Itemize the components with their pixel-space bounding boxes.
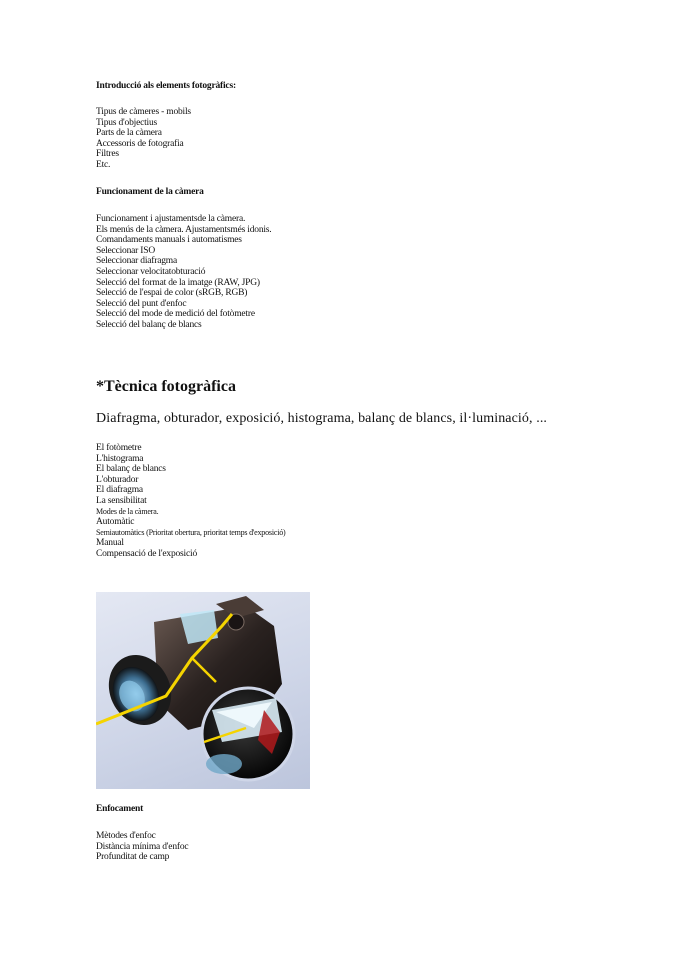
list-item: Els menús de la càmera. Ajustamentsmés idonis. [96, 224, 272, 235]
list-item: Semiautomàtics (Prioritat obertura, prioritat temps d'exposició) [96, 527, 286, 537]
list-item: Modes de la càmera. [96, 506, 159, 516]
list-item: El diafragma [96, 485, 143, 496]
list-item: Profunditat de camp [96, 852, 170, 863]
list-item: El fotòmetre [96, 443, 142, 453]
list-item: Comandaments manuals i automatismes [96, 235, 242, 246]
section-subtitle: Diafragma, obturador, exposició, histograma, balanç de blancs, il·luminació, ... [96, 411, 548, 426]
section-intro [96, 80, 656, 171]
list-item: Selecció del format de la imatge (RAW, JPG) [96, 277, 260, 288]
list-item: El balanç de blancs [96, 464, 166, 475]
list-item: Filtres [96, 149, 119, 160]
list-item: Seleccionar ISO [96, 245, 155, 256]
list-item: Tipus de càmeres - mobils [96, 107, 191, 117]
list-item: Seleccionar velocitatobturació [96, 266, 206, 277]
list-item: Automàtic [96, 517, 135, 528]
section-heading: Funcionament de la càmera [96, 187, 204, 197]
list-item: La sensibilitat [96, 495, 147, 506]
list-item: Compensació de l'exposició [96, 548, 197, 559]
camera-cutaway-image [96, 592, 310, 789]
section-heading: Enfocament [96, 804, 144, 814]
section-heading: Introducció als elements fotogràfics: [96, 81, 236, 91]
intro-list [96, 107, 656, 171]
list-item: Manual [96, 538, 124, 549]
list-item: Seleccionar diafragma [96, 256, 177, 267]
section-focus [96, 803, 656, 863]
list-item: L'histograma [96, 453, 144, 464]
section-title: *Tècnica fotogràfica [96, 378, 236, 395]
camera-illustration [96, 592, 310, 789]
list-item: Tipus d'objectius [96, 117, 158, 128]
list-item: Funcionament i ajustamentsde la càmera. [96, 214, 246, 224]
focus-list [96, 831, 656, 863]
list-item: Selecció de l'espai de color (sRGB, RGB) [96, 288, 248, 299]
section-technique [96, 377, 656, 560]
list-item: Etc. [96, 159, 111, 170]
camera-operation-list [96, 214, 656, 331]
list-item: Selecció del punt d'enfoc [96, 298, 187, 309]
technique-list [96, 443, 656, 560]
list-item: Mètodes d'enfoc [96, 831, 156, 841]
list-item: Selecció del balanç de blancs [96, 319, 202, 330]
list-item: Parts de la càmera [96, 128, 162, 139]
section-camera-operation [96, 186, 656, 331]
list-item: Selecció del mode de medició del fotòmetre [96, 309, 255, 320]
list-item: Accessoris de fotografia [96, 138, 184, 149]
list-item: L'obturador [96, 474, 139, 485]
list-item: Distància mínima d'enfoc [96, 841, 189, 852]
